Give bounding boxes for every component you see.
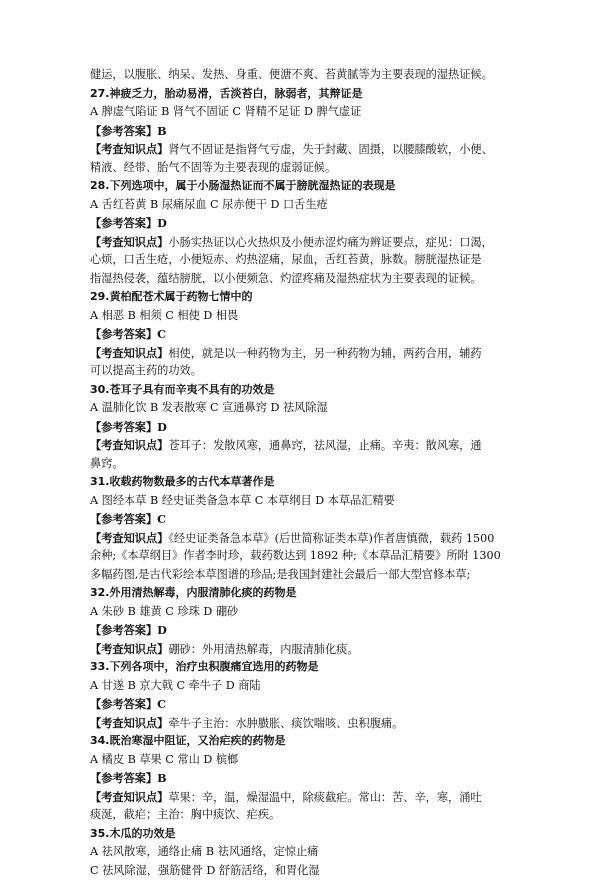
knowledge-tag: 【考查知识点】 bbox=[90, 235, 168, 249]
reference-answer bbox=[90, 769, 514, 788]
knowledge-text: 小肠实热证以心火热炽及小便赤涩灼痛为辨证要点，症见：口渴， bbox=[168, 236, 492, 249]
text-line: A 甘遂 B 京大戟 C 牵牛子 D 商陆 bbox=[90, 677, 514, 696]
text-line: 心烦，口舌生疮，小便短赤、灼热涩痛，尿血，舌红苔黄，脉数。膀胱湿热证是 bbox=[90, 251, 514, 270]
knowledge-tag: 【考查知识点】 bbox=[90, 346, 168, 360]
text-line: 精液、经带、胎气不固等为主要表现的虚弱证候。 bbox=[90, 159, 514, 178]
reference-answer bbox=[90, 325, 514, 344]
text-line: 健运，以腹胀、纳呆、发热、身重、便溏不爽、苔黄腻等为主要表现的湿热证候。 bbox=[90, 66, 514, 85]
text-line: A 朱砂 B 雄黄 C 珍珠 D 硼砂 bbox=[90, 603, 514, 622]
text-line: 余种;《本草纲目》作者李时珍，载药数达到 1892 种;《本草品汇精要》所附 1300 bbox=[90, 547, 514, 566]
answer-value: B bbox=[157, 771, 166, 785]
answer-tag: 【参考答案】 bbox=[90, 512, 157, 526]
answer-value: C bbox=[157, 697, 166, 711]
knowledge-tag: 【考查知识点】 bbox=[90, 142, 168, 156]
text-line: A 相恶 B 相须 C 相使 D 相畏 bbox=[90, 307, 514, 326]
answer-value: C bbox=[157, 327, 166, 341]
reference-answer bbox=[90, 695, 514, 714]
answer-tag: 【参考答案】 bbox=[90, 327, 157, 341]
answer-value: C bbox=[157, 512, 166, 526]
knowledge-point bbox=[90, 529, 514, 548]
text-line: A 橘皮 B 草果 C 常山 D 槟榔 bbox=[90, 751, 514, 770]
text-line: A 温肺化饮 B 发表散寒 C 宣通鼻窍 D 祛风除湿 bbox=[90, 399, 514, 418]
reference-answer bbox=[90, 122, 514, 141]
knowledge-point bbox=[90, 233, 514, 252]
text-line: A 祛风散寒，通络止痛 B 祛风通络，定惊止痛 bbox=[90, 843, 514, 862]
answer-value: B bbox=[157, 124, 166, 138]
text-line: A 图经本草 B 经史证类备急本草 C 本草纲目 D 本草品汇精要 bbox=[90, 492, 514, 511]
reference-answer bbox=[90, 510, 514, 529]
text-line: 指湿热侵袭，蕴结膀胱，以小便频急、灼涩疼痛及湿热症状为主要表现的证候。 bbox=[90, 270, 514, 289]
answer-value: D bbox=[157, 623, 167, 637]
question-stem: 31.收载药物数最多的古代本草著作是 bbox=[90, 473, 514, 492]
reference-answer bbox=[90, 418, 514, 437]
knowledge-tag: 【考查知识点】 bbox=[90, 438, 168, 452]
text-line: 痰涎，截疟；主治：胸中痰饮、疟疾。 bbox=[90, 806, 514, 825]
knowledge-point bbox=[90, 344, 514, 363]
text-line: 可以提高主药的功效。 bbox=[90, 362, 514, 381]
knowledge-text: 草果：辛，温，燥湿温中，除痰截疟。常山：苦、辛，寒，涌吐 bbox=[168, 791, 481, 804]
knowledge-tag: 【考查知识点】 bbox=[90, 642, 168, 656]
question-stem: 27.神疲乏力，胎动易滑，舌淡苔白，脉弱者，其辩证是 bbox=[90, 85, 514, 104]
question-stem: 28.下列选项中，属于小肠湿热证而不属于膀胱湿热证的表现是 bbox=[90, 177, 514, 196]
question-stem: 29.黄柏配苍术属于药物七情中的 bbox=[90, 288, 514, 307]
reference-answer bbox=[90, 621, 514, 640]
answer-tag: 【参考答案】 bbox=[90, 623, 157, 637]
text-line: 鼻窍。 bbox=[90, 455, 514, 474]
knowledge-text: 牵牛子主治：水肿臌胀、痰饮喘咳、虫积腹痛。 bbox=[168, 717, 403, 730]
text-line: C 祛风除湿，强筋健骨 D 舒筋活络，和胃化湿 bbox=[90, 862, 514, 880]
knowledge-point bbox=[90, 140, 514, 159]
knowledge-text: 肾气不固证是指肾气亏虚，失于封藏、固摄，以腰膝酸软，小便、 bbox=[168, 143, 492, 156]
answer-tag: 【参考答案】 bbox=[90, 697, 157, 711]
knowledge-point bbox=[90, 436, 514, 455]
knowledge-text: 相使，就是以一种药物为主，另一种药物为辅，两药合用，辅药 bbox=[168, 347, 481, 360]
text-line: A 舌红苔黄 B 尿痛尿血 C 尿赤便干 D 口舌生疮 bbox=[90, 196, 514, 215]
reference-answer bbox=[90, 214, 514, 233]
document-page bbox=[90, 66, 514, 880]
question-stem: 32.外用清热解毒，内服清肺化痰的药物是 bbox=[90, 584, 514, 603]
answer-value: D bbox=[157, 420, 167, 434]
knowledge-text: 硼砂：外用清热解毒，内服清肺化痰。 bbox=[168, 643, 358, 656]
question-stem: 33.下列各项中，治疗虫积腹痛宜选用的药物是 bbox=[90, 658, 514, 677]
knowledge-point bbox=[90, 640, 514, 659]
text-line: 多幅药图,是古代彩绘本草图谱的珍品;是我国封建社会最后一部大型官修本草; bbox=[90, 566, 514, 585]
question-stem: 30.苍耳子具有而辛夷不具有的功效是 bbox=[90, 381, 514, 400]
answer-tag: 【参考答案】 bbox=[90, 771, 157, 785]
question-stem: 35.木瓜的功效是 bbox=[90, 825, 514, 844]
answer-value: D bbox=[157, 216, 167, 230]
knowledge-tag: 【考查知识点】 bbox=[90, 790, 168, 804]
knowledge-tag: 【考查知识点】 bbox=[90, 531, 168, 545]
text-line: A 脾虚气陷证 B 肾气不固证 C 肾精不足证 D 脾气虚证 bbox=[90, 103, 514, 122]
knowledge-point bbox=[90, 714, 514, 733]
knowledge-text: 《经史证类备急本草》(后世简称证类本草)作者唐慎微，载药 1500 bbox=[168, 532, 494, 545]
answer-tag: 【参考答案】 bbox=[90, 124, 157, 138]
question-stem: 34.既治寒湿中阻证，又治疟疾的药物是 bbox=[90, 732, 514, 751]
knowledge-point bbox=[90, 788, 514, 807]
answer-tag: 【参考答案】 bbox=[90, 216, 157, 230]
knowledge-text: 苍耳子：发散风寒，通鼻窍，祛风湿，止痛。辛夷：散风寒，通 bbox=[168, 439, 481, 452]
answer-tag: 【参考答案】 bbox=[90, 420, 157, 434]
knowledge-tag: 【考查知识点】 bbox=[90, 716, 168, 730]
